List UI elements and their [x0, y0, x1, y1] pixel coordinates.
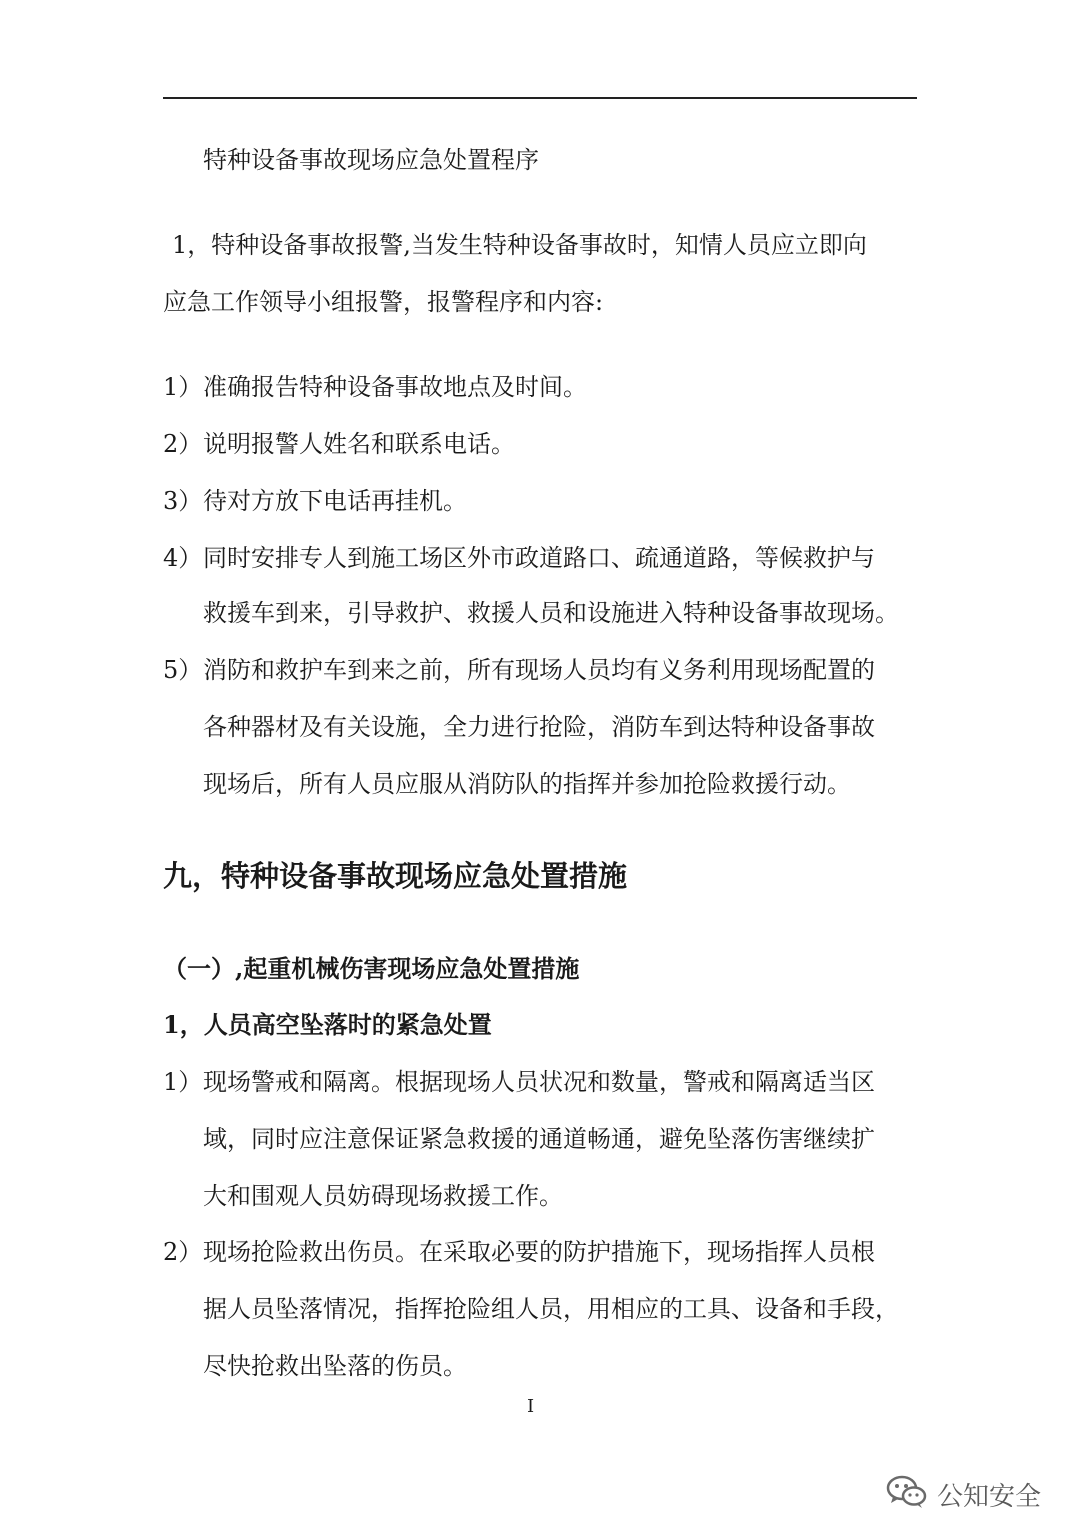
step-line: 说明报警人姓名和联系电话。: [203, 430, 515, 458]
measure-line: 大和围观人员妨碍现场救援工作。: [203, 1182, 563, 1210]
item1-cont: 应急工作领导小组报警，报警程序和内容:: [163, 288, 604, 316]
measure-line: 域，同时应注意保证紧急救援的通道畅通，避免坠落伤害继续扩: [203, 1125, 875, 1153]
step-num: 1）: [163, 373, 203, 401]
item1: 1，特种设备事故报警,当发生特种设备事故时，知情人员应立即向: [172, 231, 867, 259]
step-num: 2）: [163, 430, 203, 458]
step-line: 救援车到来，引导救护、救援人员和设施进入特种设备事故现场。: [203, 599, 899, 627]
subsection-item: 1，人员高空坠落时的紧急处置: [163, 1010, 492, 1039]
wechat-icon: [885, 1474, 929, 1514]
step-line: 待对方放下电话再挂机。: [203, 487, 467, 515]
measure-line: 现场抢险救出伤员。在采取必要的防护措施下，现场指挥人员根: [203, 1238, 875, 1266]
watermark-text: 公知安全: [937, 1481, 1042, 1512]
measure-line: 据人员坠落情况，指挥抢险组人员，用相应的工具、设备和手段，: [203, 1295, 899, 1323]
measure-num: 2）: [163, 1238, 203, 1266]
subtitle: 特种设备事故现场应急处置程序: [203, 146, 539, 174]
measure-line: 尽快抢救出坠落的伤员。: [203, 1352, 467, 1380]
measure-num: 1）: [163, 1068, 203, 1096]
subsection-heading: （一）,起重机械伤害现场应急处置措施: [163, 954, 580, 983]
step-num: 5）: [163, 656, 203, 684]
step-line: 各种器材及有关设施，全力进行抢险，消防车到达特种设备事故: [203, 713, 875, 741]
section-heading: 九，特种设备事故现场应急处置措施: [163, 859, 628, 893]
step-line: 现场后，所有人员应服从消防队的指挥并参加抢险救援行动。: [203, 770, 851, 798]
header-rule: [163, 97, 917, 99]
step-num: 4）: [163, 544, 203, 572]
page-number: I: [527, 1396, 535, 1417]
step-line: 消防和救护车到来之前，所有现场人员均有义务利用现场配置的: [203, 656, 875, 684]
step-line: 同时安排专人到施工场区外市政道路口、疏通道路，等候救护与: [203, 544, 875, 572]
measure-line: 现场警戒和隔离。根据现场人员状况和数量，警戒和隔离适当区: [203, 1068, 875, 1096]
step-line: 准确报告特种设备事故地点及时间。: [203, 373, 587, 401]
step-num: 3）: [163, 487, 203, 515]
watermark: [885, 1474, 1041, 1514]
